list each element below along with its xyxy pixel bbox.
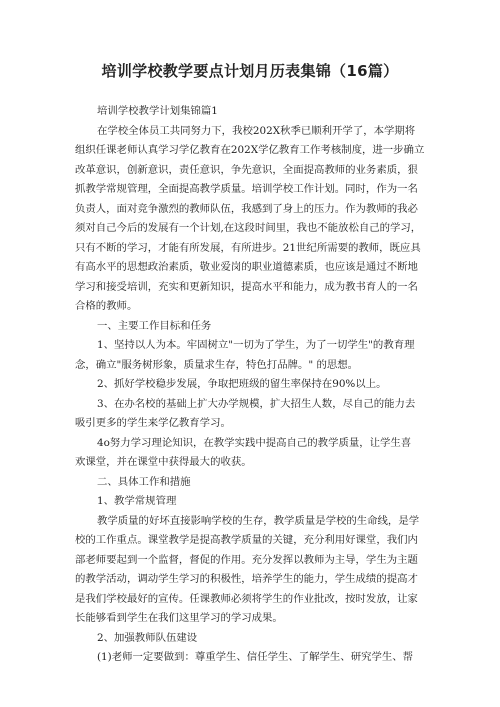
section-heading: 一、主要工作目标和任务: [97, 319, 212, 332]
document-title: 培训学校教学要点计划月历表集锦（16篇）: [101, 62, 399, 80]
paragraph-line: 部老师要起到一个监督，督促的作用。充分发挥以教师为主导，学生为主题: [75, 553, 418, 566]
paragraph-line: 的教学活动，调动学生学习的积极性，培养学生的能力，学生成绩的提高才: [75, 573, 418, 585]
list-item-line: 1、坚持以人为本。牢固树立"一切为了学生，为了一切学生"的教育理: [97, 339, 415, 351]
paragraph-line: 学习和接受培训，充实和更新知识，提高水平和能力，成为教书育人的一名: [75, 280, 418, 293]
document-body: [75, 102, 431, 668]
paragraph-line: 是我们学校最好的宣传。任课教师必须将学生的作业批改，按时发放，让家: [75, 592, 418, 605]
paragraph-line: 须对自己今后的发展有一个计划,在这段时间里，我也不能放松自己的学习，: [75, 222, 422, 234]
list-item-line: 欢课堂，并在课堂中获得最大的收获。: [75, 456, 252, 468]
paragraph-line: 抓教学常规管理，全面提高教学质量。培训学校工作计划。同时，作为一名: [75, 183, 418, 195]
paragraph-line: 负责人，面对竞争激烈的教师队伍，我感到了身上的压力。作为教师的我必: [75, 202, 418, 215]
section-heading: 二、具体工作和措施: [97, 475, 191, 488]
list-item-line: (1)老师一定要做到：尊重学生、信任学生、了解学生、研究学生、帮: [97, 651, 414, 663]
paragraph-line: 校的工作重点。课堂教学是提高教学质量的关键，充分利用好课堂，我们内: [75, 534, 418, 546]
paragraph-line: 合格的教师。: [75, 300, 138, 312]
paragraph-line: 教学质量的好坏直接影响学校的生存，教学质量是学校的生命线，是学: [97, 514, 420, 527]
list-item-line: 吸引更多的学生来学亿教育学习。: [75, 417, 231, 429]
list-item-line: 3、在办名校的基础上扩大办学规模，扩大招生人数，尽自己的能力去: [97, 397, 416, 410]
paragraph-line: 长能够看到学生在我们这里学习的学习成果。: [75, 612, 283, 624]
paragraph-line: 组织任课老师认真学习学亿教育在202X学亿教育工作考核制度，进一步确立: [75, 144, 425, 156]
paragraph-line: 在学校全体员工共同努力下，我校202X秋季已顺利开学了，本学期将: [97, 124, 416, 137]
list-item-line: 2、抓好学校稳步发展，争取把班级的留生率保持在90%以上。: [97, 378, 387, 390]
paragraph-line: 只有不断的学习，才能有所发展，有所进步。21世纪所需要的教师，既应具: [75, 241, 421, 254]
paragraph-line: 改革意识，创新意识，责任意识，争先意识，全面提高教师的业务素质，狠: [75, 163, 418, 176]
subsection-heading: 2、加强教师队伍建设: [97, 631, 198, 644]
subsection-heading: 1、教学常规管理: [97, 495, 177, 507]
list-item-line: 念，确立"服务树形象，质量求生存，特色打品牌。" 的思想。: [75, 358, 359, 371]
section-heading: 培训学校教学计划集锦篇1: [97, 105, 218, 117]
paragraph-line: 有高水平的思想政治素质，敬业爱岗的职业道德素质，也应该是通过不断地: [75, 261, 418, 273]
list-item-line: 4o努力学习理论知识，在教学实践中提高自己的教学质量，让学生喜: [97, 436, 412, 449]
